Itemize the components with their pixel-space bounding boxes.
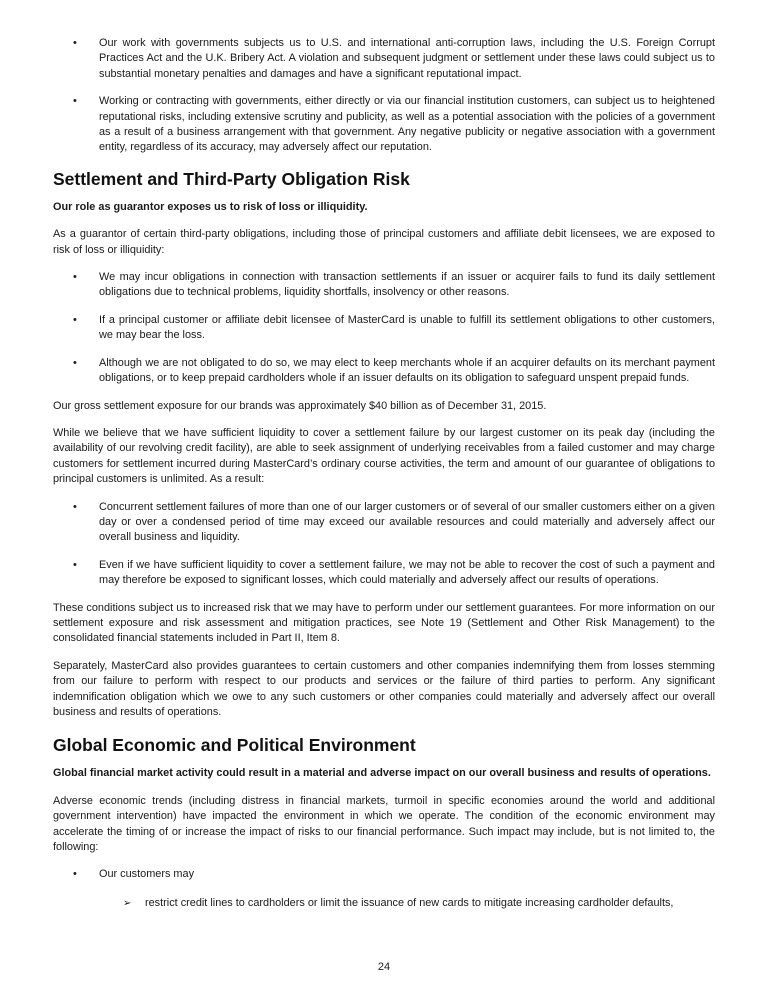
bullet-icon: • — [73, 95, 77, 108]
list-item — [53, 94, 715, 156]
page-number: 24 — [377, 961, 391, 973]
paragraph-exposure: Our gross settlement exposure for our brands was approximately $40 billion as of December 31, 2015. — [53, 399, 547, 412]
settlement-bullet-list — [53, 270, 715, 386]
bullet-text: Although we are not obligated to do so, we may elect to keep merchants whole if an acquirer defaults on its merchant payment obligations, or to keep prepaid cardholders whole if an issuer defaults on its obligation to safeguard unspent prepaid funds. — [99, 356, 715, 385]
top-bullet-list — [53, 36, 715, 156]
list-item — [53, 558, 715, 589]
bullet-icon: • — [73, 356, 77, 369]
paragraph-separately: Separately, MasterCard also provides guarantees to certain customers and other companies indemnifying them from losses stemming from our failure to perform with respect to our products and services or the failure of third parties to perform. Any significant indemnification obligation which we owe to any such customers or other companies could materially and adversely affect our overall business and results of operations. — [53, 659, 715, 718]
arrow-bullet-icon: ➢ — [123, 897, 132, 909]
subheading-global: Global financial market activity could result in a material and adverse impact on our overall business and results of operations. — [53, 767, 711, 780]
bullet-icon: • — [73, 500, 77, 513]
paragraph-guarantor-intro: As a guarantor of certain third-party obligations, including those of principal customers and affiliate debit licensees, we are exposed to risk of loss or illiquidity: — [53, 228, 715, 256]
bullet-icon: • — [73, 868, 77, 881]
list-item — [53, 270, 715, 301]
bullet-icon: • — [73, 558, 77, 571]
paragraph-conditions: These conditions subject us to increased risk that we may have to perform under our settlement guarantees. For more information on our settlement exposure and risk assessment and mitigation practices, see Note 19 (Settlement and Other Risk Management) to the consolidated financial statements included in Part II, Item 8. — [53, 601, 715, 645]
list-item — [53, 867, 715, 882]
list-item — [53, 313, 715, 344]
paragraph-global-intro: Adverse economic trends (including distress in financial markets, turmoil in specific economies around the world and additional government intervention) have impacted the environment in which we operate. The condition of the economic environment may accelerate the timing of or increase the impact of risks to our financial performance. Such impact may include, but is not limited to, the following: — [53, 794, 715, 854]
bullet-text: Even if we have sufficient liquidity to cover a settlement failure, we may not be able to recover the cost of such a payment and may therefore be exposed to significant losses, which could materially and adversely affect our results of operations. — [99, 558, 715, 587]
document-page — [53, 36, 715, 911]
failure-bullet-list — [53, 500, 715, 589]
bullet-text: We may incur obligations in connection with transaction settlements if an issuer or acquirer fails to fund its daily settlement obligations due to technical problems, liquidity shortfalls, insolvency or other reasons. — [99, 271, 715, 299]
list-item — [53, 500, 715, 546]
bullet-text: Working or contracting with governments, either directly or via our financial institution customers, can subject us to heightened reputational risks, including extensive scrutiny and publicity, as well as a potential association with the policies of a government as a result of a business arrangement with that government. Any negative publicity or negative association with a government entity, regardless of its accuracy, may adversely affect our reputation. — [99, 95, 715, 154]
subheading-guarantor: Our role as guarantor exposes us to risk of loss or illiquidity. — [53, 200, 368, 213]
bullet-icon: • — [73, 37, 77, 49]
bullet-text: Our customers may — [99, 868, 195, 881]
sub-bullet-text: restrict credit lines to cardholders or limit the issuance of new cards to mitigate increasing cardholder defaults, — [145, 896, 674, 909]
bullet-text: If a principal customer or affiliate debit licensee of MasterCard is unable to fulfill its settlement obligations to other customers, we may bear the loss. — [99, 313, 715, 342]
bullet-text: Our work with governments subjects us to U.S. and international anti-corruption laws, including the U.S. Foreign Corrupt Practices Act and the U.K. Bribery Act. A violation and subsequent judgment or settlement under these laws could subject us to substantial monetary penalties and damages and have a significant reputational impact. — [99, 37, 715, 80]
section-heading-global: Global Economic and Political Environment — [53, 735, 416, 756]
list-item — [53, 356, 715, 387]
bullet-text: Concurrent settlement failures of more than one of our larger customers or of several of our smaller customers either on a given day or over a condensed period of time may exceed our available resources and could materially and adversely affect our overall business and liquidity. — [99, 500, 715, 544]
bullet-icon: • — [73, 271, 77, 284]
section-heading-settlement: Settlement and Third-Party Obligation Risk — [53, 168, 410, 189]
customers-bullet-list — [53, 867, 715, 882]
bullet-icon: • — [73, 313, 77, 326]
paragraph-liquidity: While we believe that we have sufficient liquidity to cover a settlement failure by our largest customer on its peak day (including the availability of our revolving credit facility), are able to seek assignment of underlying receivables from a failed customer and may charge customers for settlement incurred during MasterCard’s ordinary course activities, the term and amount of our guarantee of obligations to principal customers is unlimited. As a result: — [53, 426, 715, 486]
sub-list-item — [53, 896, 715, 911]
list-item — [53, 36, 715, 82]
